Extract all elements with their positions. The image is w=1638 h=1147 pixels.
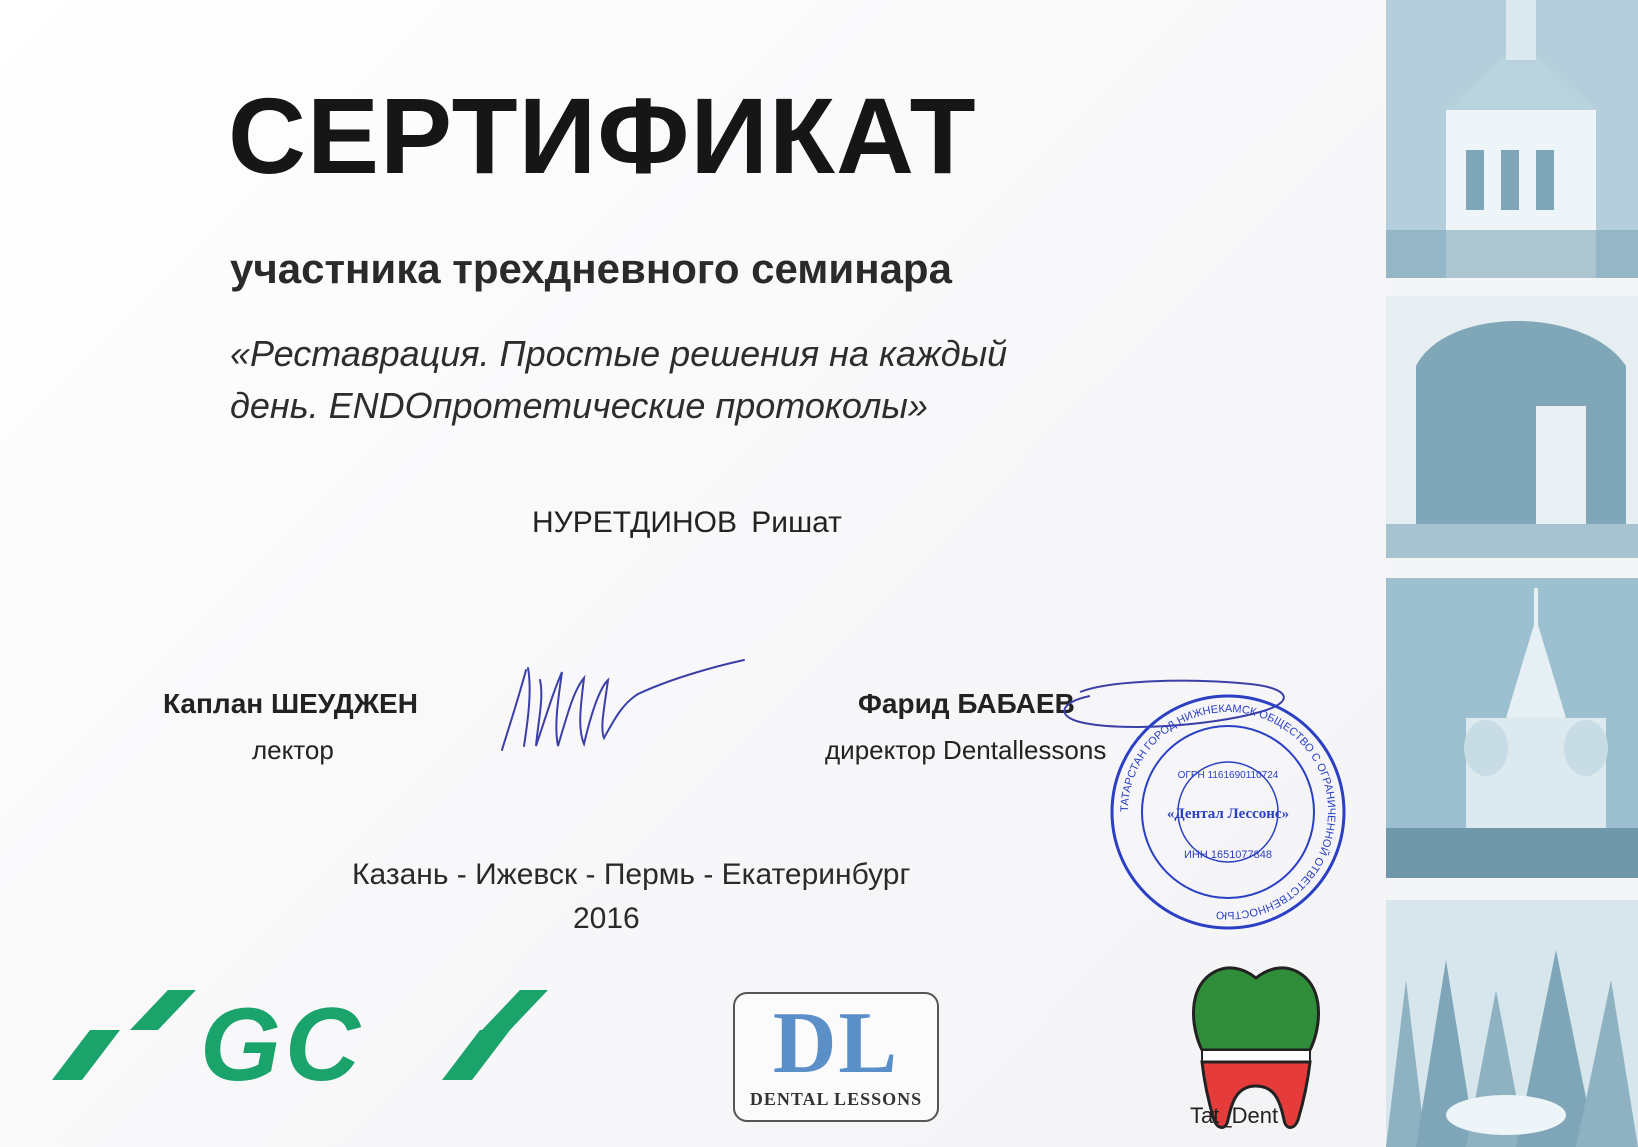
seminar-year: 2016 (573, 902, 640, 935)
stamp-ring-text: ТАТАРСТАН ГОРОД НИЖНЕКАМСК ОБЩЕСТВО С ОГРАНИЧЕННОЙ ОТВЕТСТВЕННОСТЬЮ (1118, 702, 1338, 922)
dental-lessons-logo (733, 992, 939, 1122)
company-stamp (1108, 692, 1348, 932)
director-name: Фарид БАБАЕВ (858, 688, 1075, 719)
tatdent-logo-label: Tat_Dent (1190, 1103, 1279, 1128)
photo-church (1386, 578, 1638, 878)
seminar-cities: Казань - Ижевск - Пермь - Екатеринбург (352, 858, 911, 891)
photo-kremlin (1386, 0, 1638, 278)
participant-name: НУРЕТДИНОВ Ришат (532, 506, 842, 539)
dl-logo-letters: DL (772, 995, 900, 1092)
certificate-subtitle: участника трехдневного семинара (230, 245, 952, 292)
stamp-inn: ИНН 1651077848 (1183, 849, 1273, 861)
director-role: директор Dentallessons (825, 735, 1107, 765)
course-name-line-1: «Реставрация. Простые решения на каждый (230, 333, 1008, 374)
certificate-title: СЕРТИФИКАТ (228, 75, 977, 196)
course-name-line-2: день. ENDOпротетические протоколы» (230, 385, 928, 426)
gc-logo-text: GC (200, 990, 364, 1100)
gc-logo (42, 990, 552, 1100)
lecturer-role: лектор (252, 735, 334, 765)
dl-logo-caption: DENTAL LESSONS (749, 1089, 923, 1109)
course-name (230, 328, 1130, 432)
lecturer-signature (488, 650, 748, 760)
stamp-ogrn: ОГРН 1161690110724 (1177, 770, 1279, 781)
decorative-photo-strip (1386, 0, 1638, 1147)
stamp-center-text: «Дентал Лессонс» (1166, 806, 1290, 822)
photo-forest (1386, 900, 1638, 1147)
lecturer-name: Каплан ШЕУДЖЕН (163, 688, 418, 719)
photo-stone-arch (1386, 296, 1638, 558)
